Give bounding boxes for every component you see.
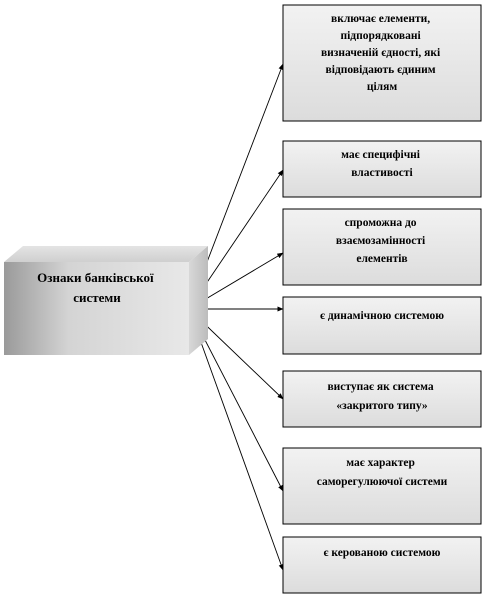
feature-line: має специфічні <box>341 149 421 161</box>
feature-line: елементів <box>356 253 408 265</box>
feature-box <box>283 209 481 285</box>
feature-box <box>283 5 481 121</box>
feature-box <box>283 297 481 354</box>
feature-line: спроможна до <box>344 217 417 229</box>
feature-line: має характер <box>346 457 415 469</box>
feature-line: взаємозамінності <box>335 235 426 247</box>
feature-box <box>283 448 481 524</box>
feature-box <box>283 537 481 593</box>
source-box-label-line: системи <box>73 290 121 305</box>
feature-line: цілям <box>366 81 398 93</box>
feature-line: виступає як система <box>327 381 434 393</box>
connector-arrow <box>189 309 283 570</box>
source-box-side <box>189 246 208 355</box>
feature-line: включає елементи, <box>331 13 431 25</box>
feature-line: властивості <box>351 167 413 179</box>
feature-line: визначеній єдності, які <box>320 47 441 59</box>
feature-list <box>283 5 481 593</box>
feature-line: «закритого типу» <box>336 400 428 412</box>
source-box <box>4 246 208 355</box>
feature-line: саморегулюючої системи <box>316 476 448 488</box>
feature-line: є динамічною системою <box>319 310 445 322</box>
feature-box <box>283 371 481 427</box>
source-box-label-line: Ознаки банківської <box>37 270 154 285</box>
source-box-top <box>4 246 208 262</box>
feature-text <box>320 310 444 322</box>
feature-line: відповідають єдиним <box>325 64 436 76</box>
feature-line: підпорядковані <box>340 30 421 42</box>
feature-box <box>283 141 481 197</box>
feature-line: є керованою системою <box>323 547 441 559</box>
feature-text <box>324 547 441 559</box>
